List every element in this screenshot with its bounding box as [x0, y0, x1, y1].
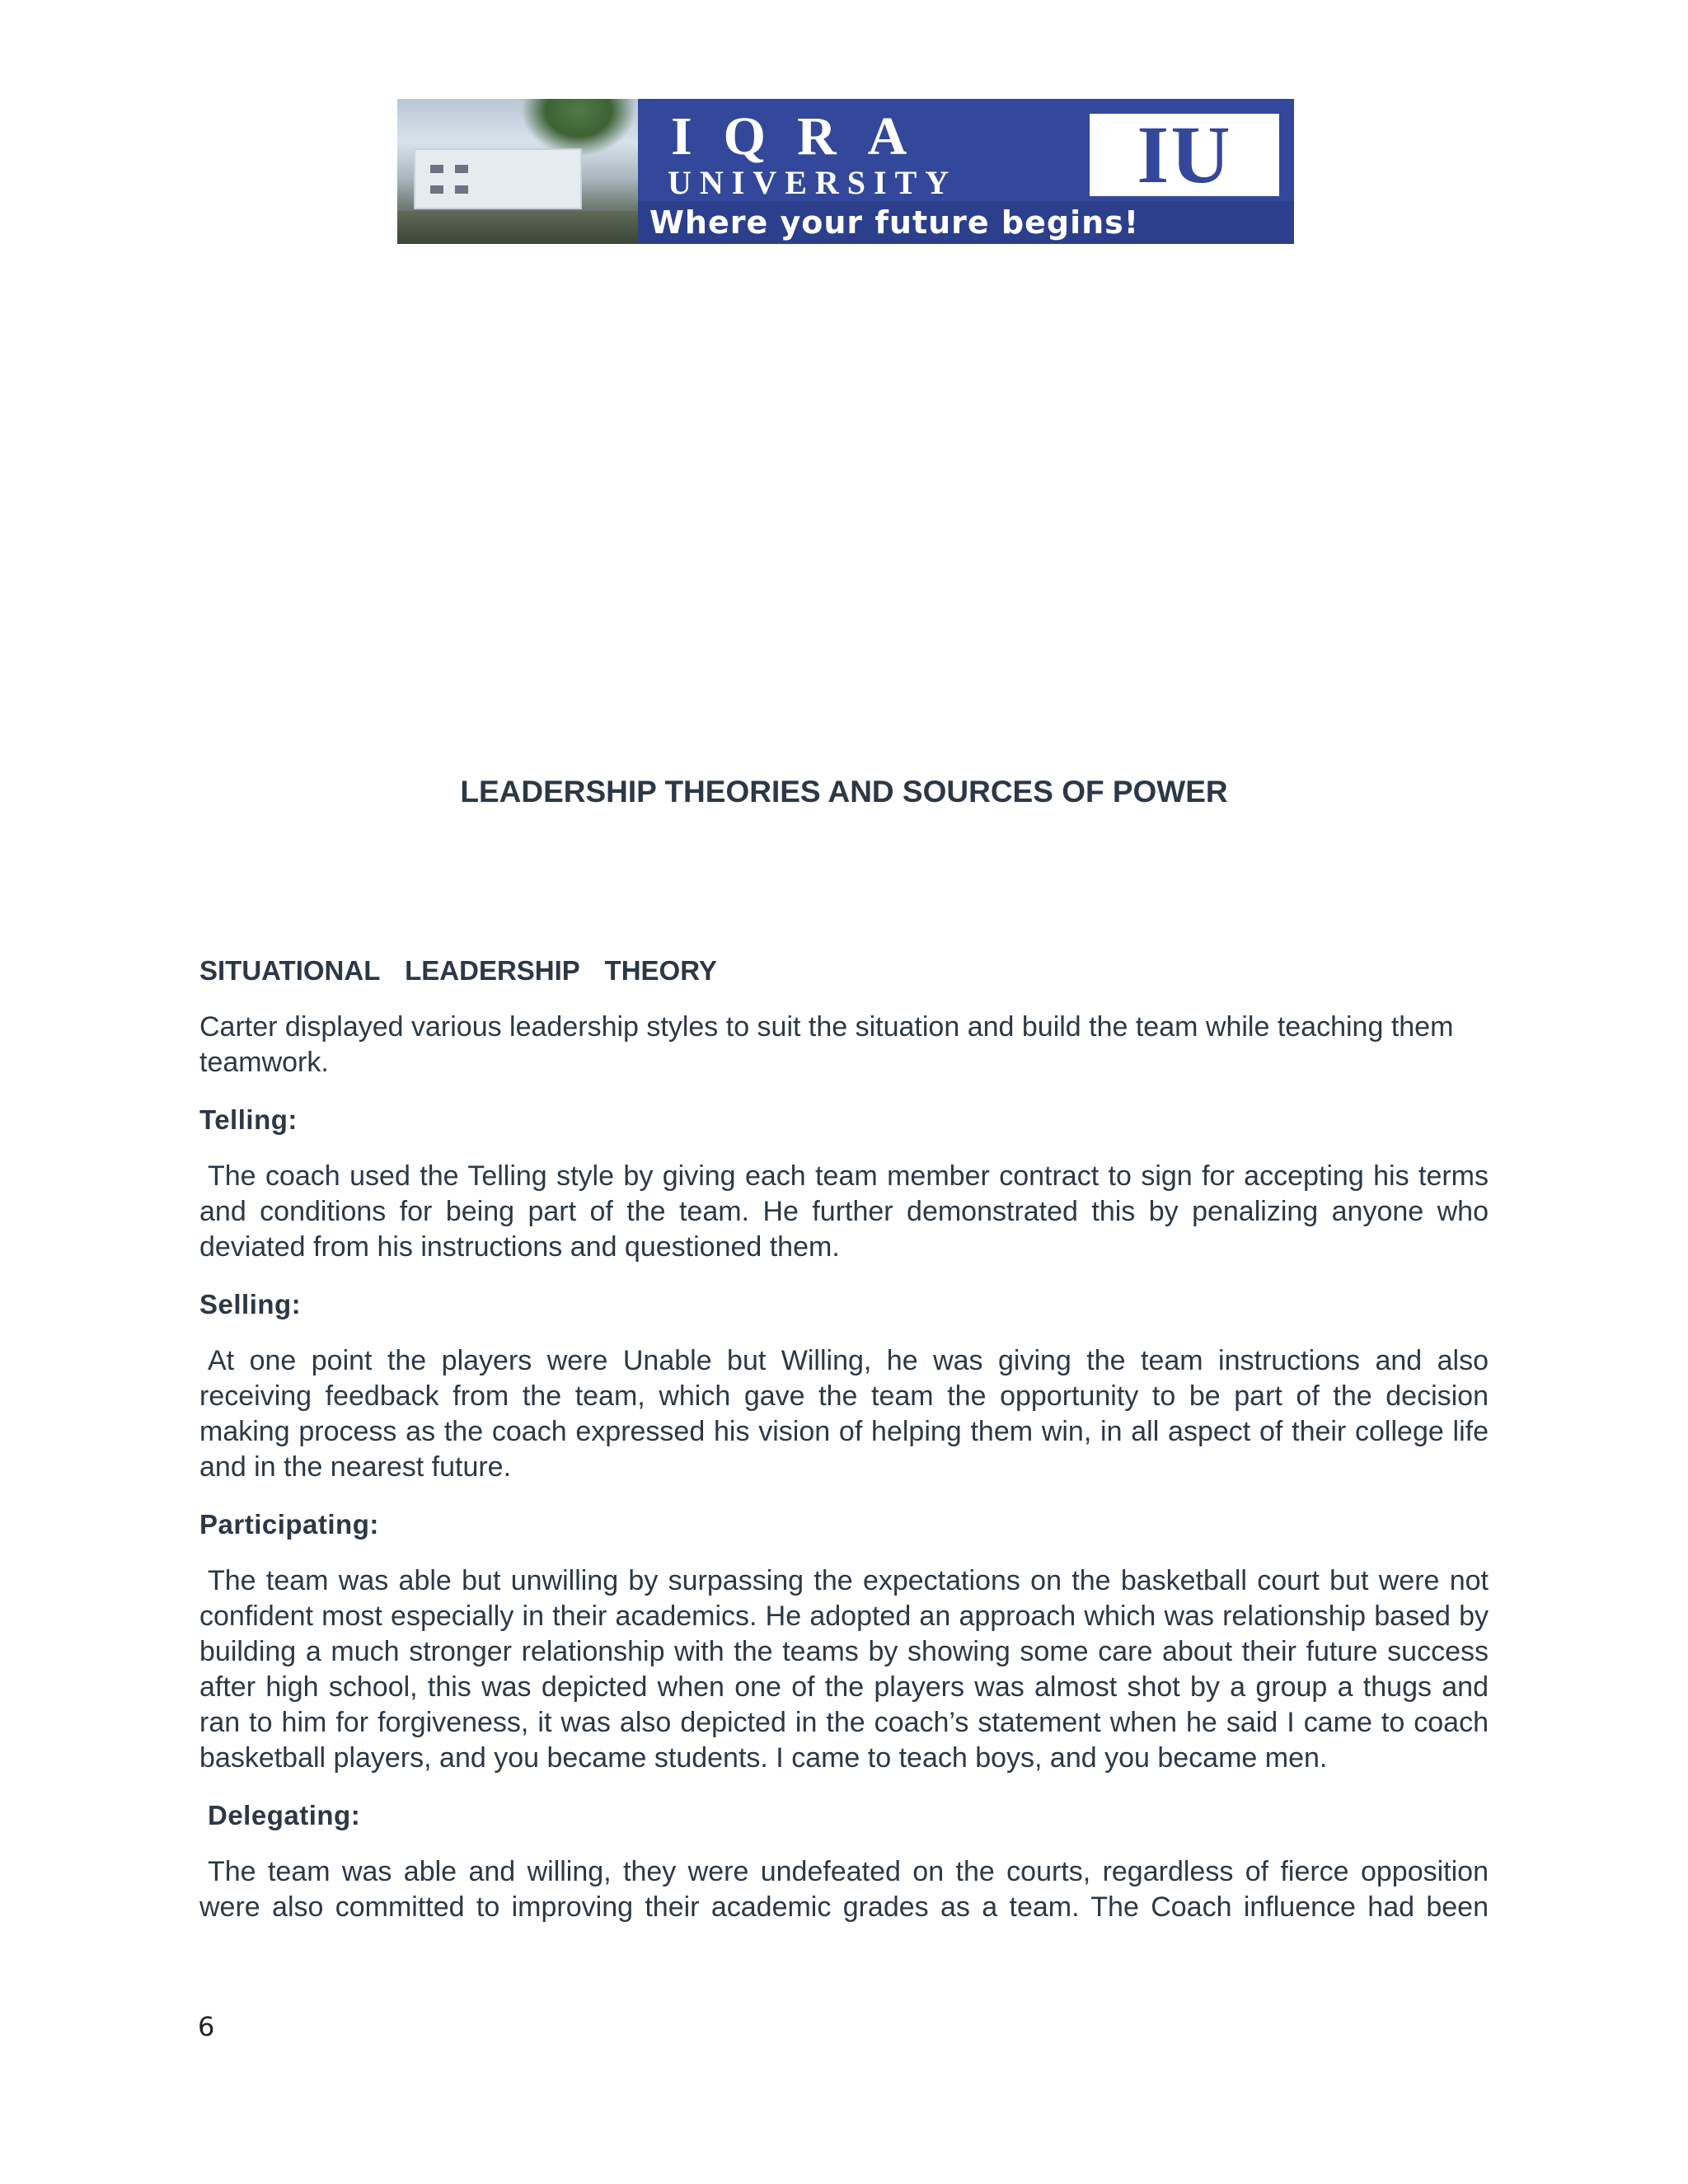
intro-paragraph: Carter displayed various leadership styles to suit the situation and build the team while teaching them teamwork. [199, 1011, 1454, 1078]
university-logo [638, 99, 1294, 244]
selling-paragraph: At one point the players were Unable but Willing, he was giving the team instructions and also receiving feedback from the team, which gave the team the opportunity to be part of the decision making process as the coach expressed his vision of helping them win, in all aspect of their college life and in the nearest future. [199, 1345, 1489, 1483]
section-heading: SITUATIONAL LEADERSHIP THEORY [199, 955, 717, 986]
delegating-paragraph: The team was able and willing, they were undefeated on the courts, regardless of fierce opposition were also committed to improving their academic grades as a team. The Coach influence had been [199, 1856, 1489, 1923]
selling-heading: Selling: [199, 1289, 302, 1319]
logo-tagline: Where your future begins! [638, 201, 1294, 244]
participating-heading: Participating: [199, 1509, 379, 1540]
window-graphic [430, 165, 443, 173]
logo-iqra-text: IQRA [671, 106, 939, 166]
document-body [199, 953, 1489, 1947]
university-banner [397, 99, 1294, 244]
building-graphic [414, 148, 582, 209]
window-graphic [430, 185, 443, 194]
telling-paragraph: The coach used the Telling style by giving each team member contract to sign for accepting his terms and conditions for being part of the team. He further demonstrated this by penalizing anyone who deviated from his instructions and questioned them. [199, 1160, 1489, 1263]
hedge-graphic [397, 211, 638, 244]
logo-university-text: UNIVERSITY [668, 164, 958, 201]
window-graphic [455, 185, 468, 194]
campus-photo [397, 99, 638, 244]
participating-paragraph: The team was able but unwilling by surpassing the expectations on the basketball court but were not confident most especially in their academics. He adopted an approach which was relationship based by building a much stronger relationship with the teams by showing some care about their future success after high school, this was depicted when one of the players was almost shot by a group a thugs and ran to him for forgiveness, it was also depicted in the coach’s statement when he said I came to coach basketball players, and you became students. I came to teach boys, and you became men. [199, 1565, 1489, 1774]
delegating-heading: Delegating: [208, 1800, 361, 1830]
document-title: LEADERSHIP THEORIES AND SOURCES OF POWER [460, 775, 1228, 808]
page-number: 6 [198, 2011, 215, 2042]
logo-iu-mark: IU [1090, 114, 1279, 196]
window-graphic [455, 165, 468, 173]
telling-heading: Telling: [199, 1104, 298, 1135]
